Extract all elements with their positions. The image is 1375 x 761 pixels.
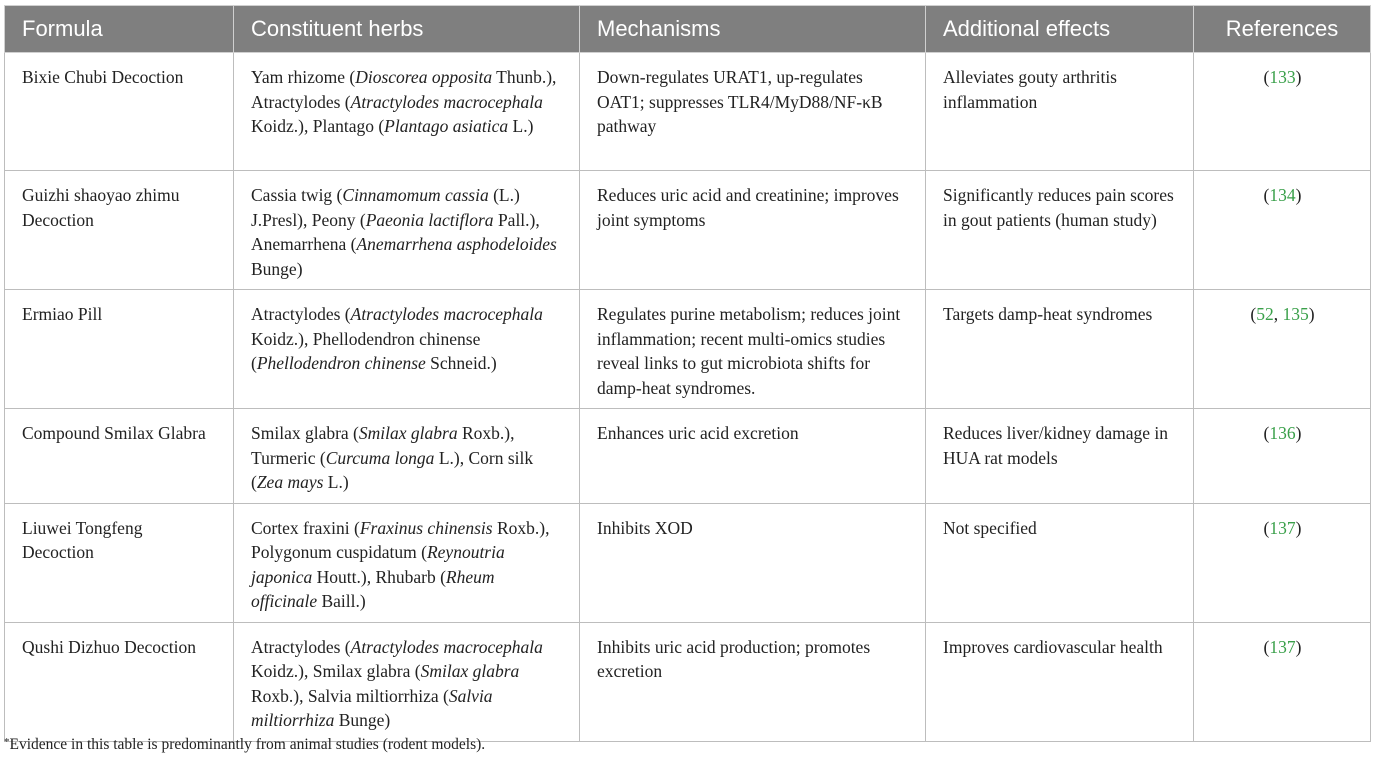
species-name: Reynoutria japonica [251, 542, 505, 587]
herbs-cell: Yam rhizome (Dioscorea opposita Thunb.), Atractylodes (Atractylodes macrocephala Koidz.), Plantago (Plantago asiatica L.) [234, 53, 580, 171]
effects-cell: Not specified [926, 503, 1194, 622]
herbs-cell: Cortex fraxini (Fraxinus chinensis Roxb.), Polygonum cuspidatum (Reynoutria japonica Houtt.), Rhubarb (Rheum officinale Baill.) [234, 503, 580, 622]
species-name: Fraxinus chinensis [359, 517, 493, 538]
species-name: Atractylodes macrocephala [350, 304, 543, 324]
effects-cell: Improves cardiovascular health [926, 622, 1194, 741]
header-additional-effects: Additional effects [926, 6, 1194, 53]
herbs-cell: Atractylodes (Atractylodes macrocephala Koidz.), Smilax glabra (Smilax glabra Roxb.), Salvia miltiorrhiza (Salvia miltiorrhiza Bunge) [234, 622, 580, 741]
effects-cell: Alleviates gouty arthritis inflammation [926, 53, 1194, 171]
table-row [5, 622, 1371, 741]
table-row [5, 503, 1371, 622]
formula-cell: Liuwei Tongfeng Decoction [5, 503, 234, 622]
species-name: Salvia miltiorrhiza [251, 685, 493, 730]
citation-link[interactable]: 52 [1256, 304, 1274, 324]
species-name: Cinnamomum cassia [342, 185, 489, 205]
citation-link[interactable]: 137 [1269, 517, 1296, 538]
header-mechanisms: Mechanisms [580, 6, 926, 53]
mechanisms-cell: Inhibits XOD [580, 503, 926, 622]
formula-cell: Compound Smilax Glabra [5, 409, 234, 504]
species-name: Phellodendron chinense [256, 353, 426, 373]
references-cell: (133) [1194, 53, 1371, 171]
herbs-cell: Cassia twig (Cinnamomum cassia (L.) J.Presl), Peony (Paeonia lactiflora Pall.), Anemarrhena (Anemarrhena asphodeloides Bunge) [234, 171, 580, 290]
herbs-cell: Atractylodes (Atractylodes macrocephala Koidz.), Phellodendron chinense (Phellodendron chinense Schneid.) [234, 290, 580, 409]
formula-cell: Guizhi shaoyao zhimu Decoction [5, 171, 234, 290]
mechanisms-cell: Enhances uric acid excretion [580, 409, 926, 504]
citation-link[interactable]: 137 [1269, 636, 1296, 657]
effects-cell: Significantly reduces pain scores in gout patients (human study) [926, 171, 1194, 290]
species-name: Dioscorea opposita [355, 67, 493, 87]
mechanisms-cell: Reduces uric acid and creatinine; improves joint symptoms [580, 171, 926, 290]
herbal-formula-table [4, 5, 1371, 742]
references-cell: (52, 135) [1194, 290, 1371, 409]
species-name: Curcuma longa [325, 447, 435, 468]
table-body [5, 53, 1371, 742]
table-row [5, 409, 1371, 504]
species-name: Zea mays [256, 472, 324, 492]
species-name: Atractylodes macrocephala [350, 91, 543, 112]
table-header [5, 6, 1371, 53]
references-cell: (137) [1194, 622, 1371, 741]
mechanisms-cell: Down-regulates URAT1, up-regulates OAT1; suppresses TLR4/MyD88/NF-κB pathway [580, 53, 926, 171]
species-name: Paeonia lactiflora [365, 209, 494, 230]
table-footnote [4, 736, 485, 754]
species-name: Smilax glabra [358, 423, 458, 443]
citation-link[interactable]: 133 [1269, 67, 1296, 87]
effects-cell: Reduces liver/kidney damage in HUA rat models [926, 409, 1194, 504]
formula-cell: Bixie Chubi Decoction [5, 53, 234, 171]
mechanisms-cell: Inhibits uric acid production; promotes excretion [580, 622, 926, 741]
citation-link[interactable]: 136 [1269, 423, 1296, 443]
herbal-formula-table-container [4, 5, 1370, 742]
citation-link[interactable]: 134 [1269, 185, 1296, 205]
header-formula: Formula [5, 6, 234, 53]
species-name: Smilax glabra [420, 661, 520, 681]
formula-cell: Qushi Dizhuo Decoction [5, 622, 234, 741]
herbs-cell: Smilax glabra (Smilax glabra Roxb.), Turmeric (Curcuma longa L.), Corn silk (Zea mays L.) [234, 409, 580, 504]
species-name: Rheum officinale [251, 566, 495, 611]
species-name: Anemarrhena asphodeloides [356, 234, 557, 254]
header-constituent-herbs: Constituent herbs [234, 6, 580, 53]
footnote-marker: * [4, 736, 10, 748]
references-cell: (137) [1194, 503, 1371, 622]
citation-link[interactable]: 135 [1282, 304, 1309, 324]
table-row [5, 53, 1371, 171]
species-name: Plantago asiatica [384, 116, 509, 136]
table-row [5, 171, 1371, 290]
table-row [5, 290, 1371, 409]
footnote-text: Evidence in this table is predominantly from animal studies (rodent models). [9, 736, 486, 753]
effects-cell: Targets damp-heat syndromes [926, 290, 1194, 409]
species-name: Atractylodes macrocephala [350, 636, 543, 657]
references-cell: (134) [1194, 171, 1371, 290]
header-row [5, 6, 1371, 53]
references-cell: (136) [1194, 409, 1371, 504]
formula-cell: Ermiao Pill [5, 290, 234, 409]
mechanisms-cell: Regulates purine metabolism; reduces joint inflammation; recent multi-omics studies reveal links to gut microbiota shifts for damp-heat syndromes. [580, 290, 926, 409]
header-references: References [1194, 6, 1371, 53]
